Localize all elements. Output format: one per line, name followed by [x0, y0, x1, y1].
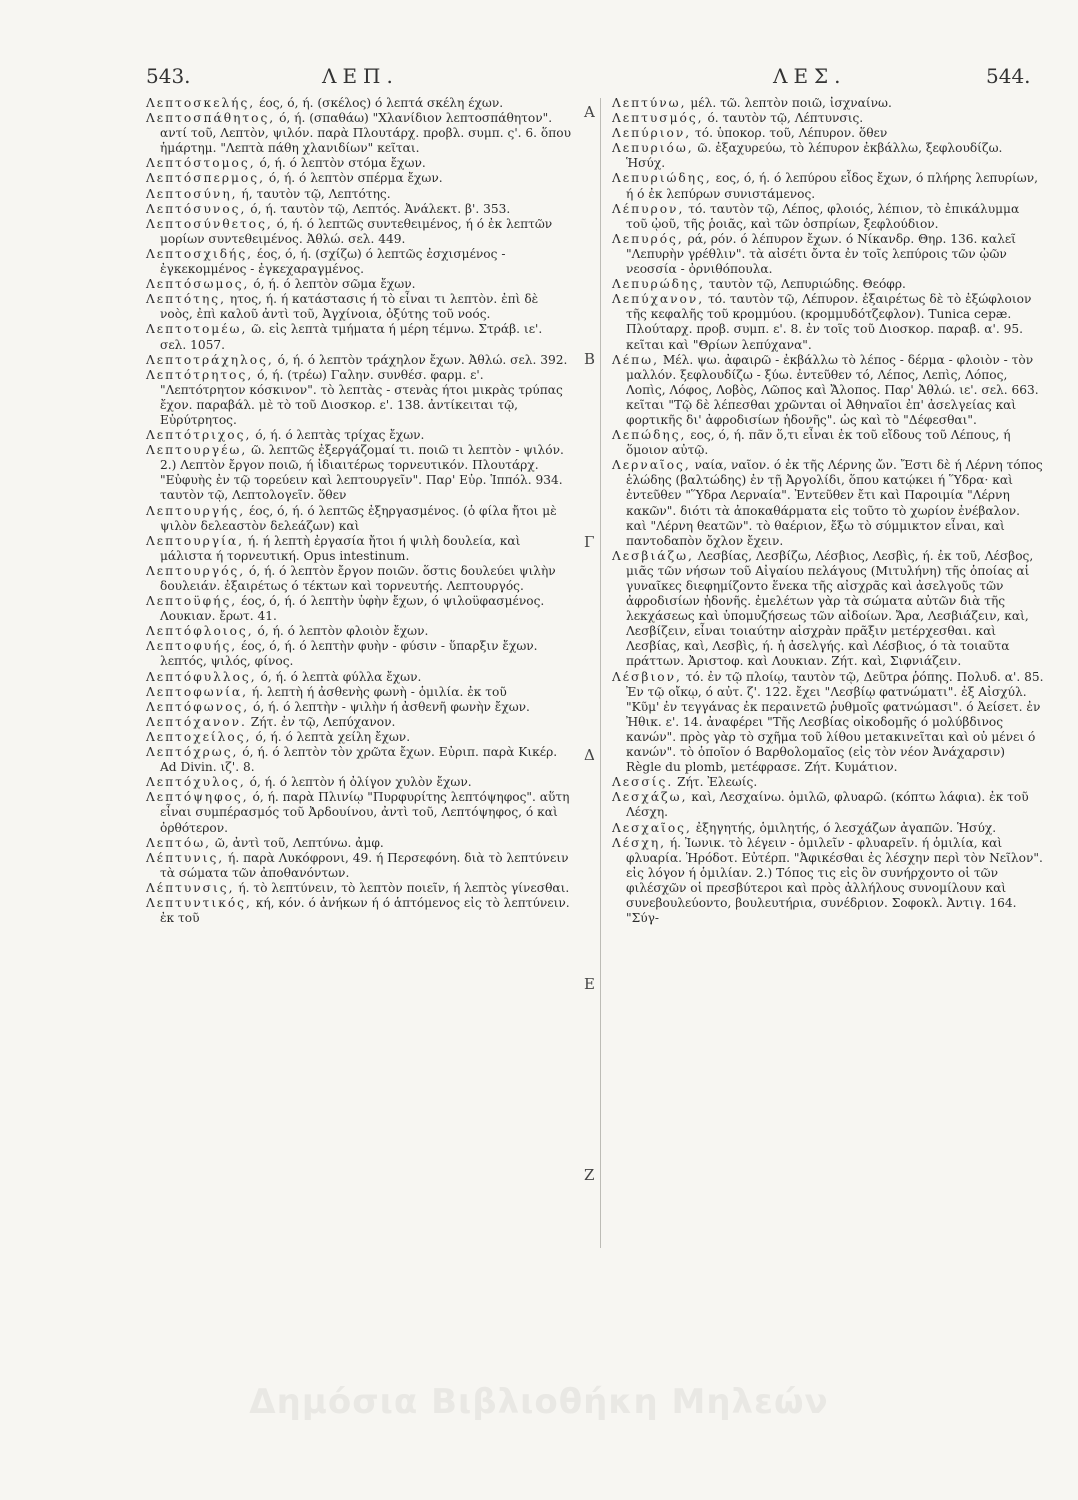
entry-headword: Λεπυρώδης, [612, 277, 705, 292]
dictionary-entry [612, 775, 1044, 790]
entry-definition: ό, ή. ό λεπτὸν σπέρμα ἔχων. [268, 171, 443, 186]
dictionary-entry [146, 202, 572, 217]
dictionary-entry [612, 111, 1044, 126]
entry-headword: Λεπτόφλοιος, [146, 624, 254, 639]
entry-definition: ῶ. λεπτῶς ἐξεργάζομαί τι. ποιῶ τι λεπτὸν - ψιλόν. 2.) Λεπτὸν ἔργον ποιῶ, ή ἰδιαιτέρως τορνευτικόν. Πλουτάρχ. "Εὐφυὴς ἐν τῷ τορεύειν καὶ λεπτουργεῖν". Παρ' Εὐρ. Ἱππόλ. 934. ταυτὸν τῷ, Λεπτολογεῖν. ὅθεν [160, 443, 564, 503]
entry-headword: Λεπύχανον, [612, 292, 705, 307]
dictionary-entry [612, 670, 1044, 776]
entry-definition: ταυτὸν τῷ, Λεπυριώδης. Θεόφρ. [708, 277, 906, 292]
entry-definition: ῶ. ἐξαχυρεύω, τὸ λέπυρον ἐκβάλλω, ξεφλουδίζω. Ἡσύχ. [626, 141, 1003, 171]
dictionary-entry [146, 353, 572, 368]
entry-definition: κή, κόν. ό ἀνήκων ή ό ἁπτόμενος εἰς τὸ λεπτύνειν. ἐκ τοῦ [160, 895, 570, 926]
entry-definition: ή. ή λεπτὴ ἐργασία ἤτοι ή ψιλὴ δουλεία, καὶ μάλιστα ή τορνευτική. Opus intestinum. [160, 533, 521, 563]
dictionary-entry [146, 428, 572, 443]
entry-definition: εος, ό, ή. πᾶν ὅ,τι εἶναι ἐκ τοῦ εἴδους τοῦ Λέπους, ή ὅμοιον αὐτῷ. [626, 428, 1011, 458]
right-running-head: ΛΕΣ. [773, 64, 847, 88]
margin-letter-a: A [584, 103, 595, 121]
entry-headword: Λεπτότρητος, [146, 367, 254, 382]
dictionary-entry [146, 715, 572, 730]
entry-headword: Λεπτόχανον. [146, 714, 247, 729]
dictionary-entry [146, 292, 572, 322]
entry-headword: Λεπτότης, [146, 292, 226, 307]
entry-headword: Λεπτυντικός, [146, 895, 252, 910]
entry-definition: ό, ή. ό λεπτὸν ἔργον ποιῶν. ὅστις δουλεύει ψιλὴν δουλειάν. ἐξαιρέτως ό τέκτων καὶ τορνευτής. Λεπτουργός. [160, 563, 556, 593]
entry-headword: Λεπτύνω, [612, 96, 687, 110]
entry-definition: έος, ό, ή. ό λεπτῶς ἐξηργασμένος. (ὁ φίλα ἤτοι μὲ ψιλὸν δελεαστὸν δελεάζων) καὶ [160, 503, 557, 533]
dictionary-entry [612, 232, 1044, 277]
dictionary-entry [146, 700, 572, 715]
dictionary-entry [146, 896, 572, 926]
entry-definition: ναία, ναῖον. ό ἐκ τῆς Λέρνης ὤν. Ἔστι δὲ ή Λέρνη τόπος ἑλώδης (βαλτώδης) ἐν τῇ Ἀργολίδι, ὅπου κατῴκει ή Ὕδρα· καὶ ἐντεῦθεν "Ὕδρα Λερναία". Ἐντεῦθεν ἔτι καὶ Παροιμία "Λέρνη κακῶν". διότι τὰ ἀποκαθάρματα εἰς τοῦτο τὸ χωρίον ἐνέβαλον. καὶ "Λέρνη θεατῶν". τὸ θαέριον, ἔξω τὸ σύμμικτον εἶναι, καὶ παντοδαπὸν ὄχλον ἔχειν. [626, 458, 1043, 548]
dictionary-entry [612, 428, 1044, 458]
entry-headword: Λεπτόσπερμος, [146, 171, 265, 186]
entry-definition: ό, ή. ό λεπτὰ χείλη ἔχων. [255, 729, 411, 744]
margin-letter-delta: Δ [584, 746, 595, 764]
margin-letter-z: Z [584, 1166, 595, 1184]
entry-headword: Λέπω, [612, 352, 659, 367]
entry-headword: Λεπτοσύνη, [146, 186, 238, 201]
entry-definition: έος, ό, ή. (σκέλος) ό λεπτά σκέλη έχων. [259, 96, 504, 110]
entry-definition: ό, ή. ό λεπτὸν σῶμα ἔχων. [253, 277, 416, 292]
entry-definition: τό. ὑποκορ. τοῦ, Λέπυρον. ὅθεν [694, 126, 888, 141]
entry-headword: Λεπτουργέω, [146, 443, 248, 458]
dictionary-entry [612, 96, 1044, 111]
entry-definition: ή. τὸ λεπτύνειν, τὸ λεπτὸν ποιεῖν, ή λεπτὸς γίνεσθαι. [238, 880, 570, 895]
entry-headword: Λεσβιάζω, [612, 548, 694, 563]
entry-headword: Λεπτουργία, [146, 533, 244, 548]
entry-definition: μέλ. τῶ. λεπτὸν ποιῶ, ἰσχναίνω. [690, 96, 892, 110]
dictionary-entry [612, 292, 1044, 352]
entry-definition: ό, ή. (σπαθάω) "Χλανίδιον λεπτοσπάθητον". αντί τοῦ, Λεπτὸν, ψιλόν. παρὰ Πλουτάρχ. προβλ. συμπ. ς'. 6. ὅπου ἡμάρτημ. "Λεπτὰ πάθη χλανιδίων" κεῖται. [160, 111, 572, 156]
dictionary-entry [612, 171, 1044, 201]
entry-headword: Λεπτοσκελής, [146, 96, 256, 110]
entry-headword: Λεπτόστομος, [146, 156, 256, 171]
entry-definition: ό, ή. ό λεπτὴν - ψιλὴν ή ἀσθενῆ φωνὴν ἔχων. [253, 699, 530, 714]
entry-definition: ῶ, ἀντὶ τοῦ, Λεπτύνω. ἀμφ. [214, 835, 384, 850]
entry-headword: Λεσχαῖος, [612, 820, 692, 835]
entry-headword: Λεπώδης, [612, 428, 687, 443]
entry-definition: εος, ό, ή. ό λεπύρου εἶδος ἔχων, ό πλήρης λεπυρίων, ή ό ἐκ λεπύρων συνιστάμενος. [626, 171, 1038, 201]
dictionary-entry [612, 458, 1044, 549]
dictionary-entry [146, 156, 572, 171]
entry-headword: Λεπτοφυής, [146, 639, 238, 654]
dictionary-entry [146, 171, 572, 186]
entry-headword: Λεπτοχείλος, [146, 729, 252, 744]
entry-headword: Λεπτόφωνος, [146, 699, 250, 714]
entry-definition: Λεσβίας, Λεσβίζω, Λέσβιος, Λεσβὶς, ή. ἐκ τοῦ, Λέσβος, μιᾶς τῶν νήσων τοῦ Αἰγαίου πελάγους (Μιτυλήνη) τῆς ὁποίας αἱ γυναῖκες διεφημίζοντο ἕνεκα τῆς αἰσχρᾶς καὶ ἀσελγοῦς τῶν ἀφροδισίων ἡδονῆς. ἐμελέτων γὰρ τὰ σώματα αὐτῶν διὰ τῆς λεκχάσεως καὶ ὑπομυζήσεως τῶν αἰδοίων. Ἄρα, Λεσβιάζειν, καὶ, Λεσβίζειν, εἶναι τοιαύτην αἰσχρὰν πρᾶξιν μετέρχεσθαι. καὶ Λεσβίας, καὶ, Λεσβὶς, ή. ἡ ἀσελγής. καὶ Λέσβιος, ό τὰ τοιαῦτα πράττων. Ἀριστοφ. καὶ Λουκιαν. Ζήτ. καὶ, Σιφνιάζειν. [626, 548, 1034, 669]
entry-headword: Λερναῖος, [612, 458, 691, 473]
entry-headword: Λεπτοφωνία, [146, 684, 248, 699]
dictionary-entry [146, 217, 572, 247]
margin-letter-b: B [584, 350, 596, 368]
dictionary-entry [146, 111, 572, 156]
right-column-entries [612, 96, 1044, 926]
entry-headword: Λεπτυσμός, [612, 111, 704, 126]
column-divider [600, 98, 601, 1248]
entry-definition: καὶ, Λεσχαίνω. ὁμιλῶ, φλυαρῶ. (κόπτω λάφια). ἐκ τοῦ Λέσχη. [626, 790, 1029, 820]
entry-definition: έος, ό, ή. (σχίζω) ό λεπτῶς ἐσχισμένος - ἐγκεκομμένος - ἐγκεχαραγμένος. [160, 246, 506, 277]
dictionary-entry [146, 790, 572, 835]
entry-headword: Λεπτόω, [146, 835, 212, 850]
dictionary-entry [146, 624, 572, 639]
dictionary-entry [612, 353, 1044, 428]
entry-headword: Λεπτοτράχηλος, [146, 352, 274, 367]
entry-headword: Λεπτουργός, [146, 563, 246, 578]
entry-definition: ό. ταυτὸν τῷ, Λέπτυνσις. [707, 111, 864, 126]
right-page-number: 544. [986, 64, 1031, 88]
entry-headword: Λεπτουργής, [146, 503, 246, 518]
library-watermark: Δημόσια Βιβλιοθήκη Μηλεών [249, 1382, 829, 1422]
entry-headword: Λεπυριόω, [612, 141, 694, 156]
entry-definition: τό. ταυτὸν τῷ, Λέπος, φλοιός, λέπιον, τὸ ἐπικάλυμμα τοῦ ᾠοῦ, τῆς ῥοιᾶς, καὶ τῶν ὀσπρίων, ξεφλούδιον. [626, 201, 1020, 231]
entry-definition: ρά, ρόν. ό λέπυρον ἔχων. ό Νίκανδρ. Θηρ. 136. καλεῖ "Λεπυρὴν γρέθλιν". τὰ αἰσέτι ὄντα ἐν τοῖς λεπύροις τῶν ᾠῶν νεοσσία - ὀρνιθόπουλα. [626, 231, 1016, 277]
dictionary-entry [146, 836, 572, 851]
dictionary-entry [612, 277, 1044, 292]
dictionary-entry [146, 730, 572, 745]
dictionary-entry [146, 368, 572, 428]
entry-headword: Λέπτυνσις, [146, 880, 235, 895]
entry-definition: ό, ή. παρὰ Πλινίῳ "Πυρφυρίτης λεπτόψηφος". αὕτη εἶναι συμπέρασμός τοῦ Ἀρδουίνου, ἀντὶ τοῦ, Λεπτόψηφος, ό καὶ ὀρθότερον. [160, 790, 570, 835]
entry-headword: Λεσχάζω, [612, 790, 688, 805]
dictionary-entry [146, 881, 572, 896]
entry-definition: ή. λεπτὴ ή ἀσθενὴς φωνὴ - ὁμιλία. ἐκ τοῦ [251, 684, 507, 699]
dictionary-entry [612, 202, 1044, 232]
dictionary-entry [612, 549, 1044, 670]
entry-headword: Λεπτόσωμος, [146, 277, 250, 292]
dictionary-entry [146, 670, 572, 685]
margin-letter-gamma: Γ [584, 533, 595, 551]
left-running-head: ΛΕΠ. [322, 64, 399, 88]
entry-headword: Λεπτότριχος, [146, 428, 252, 443]
entry-definition: ητος, ή. ή κατάστασις ή τὸ εἶναι τι λεπτὸν. ἐπὶ δὲ νοὸς, ἐπὶ καλοῦ ἀντὶ τοῦ, Ἀγχίνοια, ὀξύτης τοῦ νοός. [160, 292, 539, 322]
entry-headword: Λεπτοσχιδής, [146, 246, 254, 261]
entry-headword: Λεπυρός, [612, 231, 684, 246]
entry-definition: ό, ή. (τρέω) Γαλην. συνθέσ. φαρμ. ε'. "Λεπτότρητον κόσκινον". τὸ λεπτὰς - στενὰς ήτοι μικρὰς τρύπας ἔχον. παραβάλ. μὲ τὸ τοῦ Διοσκορ. ε'. 138. ἀντίκειται τῷ, Εὐρύτρητος. [160, 367, 563, 427]
entry-headword: Λεπτοϋφής, [146, 594, 238, 609]
entry-definition: Μέλ. ψω. ἀφαιρῶ - ἐκβάλλω τὸ λέπος - δέρμα - φλοιὸν - τὸν μαλλόν. ξεφλουδίζω - ξύω. ἐντεῦθεν τό, Λέπος, Λεπὶς, Λόπος, Λοπὶς, Λόφος, Λοβὸς, Λῶπος καὶ Ἄλοπος. Παρ' Ἀθλώ. ιε'. σελ. 663. κεῖται "Τῷ δὲ λέπεσθαι χρῶνται οἱ Ἀθηναῖοι ἐπ' ἀσελγείας καὶ φορτικῆς δι' ἀφροδισίων ἡδονῆς". ὡς καὶ τὸ "Δέφεσθαι". [626, 352, 1039, 427]
entry-definition: ό, ή. ό λεπτὰς τρίχας ἔχων. [255, 428, 425, 443]
dictionary-entry [146, 564, 572, 594]
entry-headword: Λέσβιον, [612, 669, 682, 684]
entry-definition: ό, ή. ταυτὸν τῷ, Λεπτός. Ἀνάλεκτ. β'. 353. [250, 201, 511, 216]
entry-definition: τό. ἐν τῷ πλοίῳ, ταυτὸν τῷ, Δεῦτρα ῥόπης. Πολυδ. α'. 85. Ἐν τῷ οἴκῳ, ό αὐτ. ζ'. 122. ἔχει "Λεσβίῳ φατνώματι". ἐξ Αἰσχύλ. "Κῦμ' ἐν τεγγάνας ἐκ περαινετῶ ῥυθμοῖς φατνώμασι". ό Ἀείσετ. ἐν Ἠθικ. ε'. 14. ἀναφέρει "Τῆς Λεσβίας οἰκοδομῆς ό μολύβδινος κανών". πρὸς γὰρ τὸ σχῆμα τοῦ λίθου μετακινεῖται καὶ οὐ μένει ό κανών". τὸ ὁποῖον ό Βαρθολομαῖος (εἰς τὸν νέον Ἀνάχαρσιν) Règle du plomb, μετέφρασε. Ζήτ. Κυμάτιον. [626, 669, 1044, 775]
entry-headword: Λεπτόσυνος, [146, 201, 247, 216]
entry-definition: ῶ. εἰς λεπτὰ τμήματα ή μέρη τέμνω. Στράβ. ιε'. σελ. 1057. [160, 322, 543, 352]
dictionary-entry [146, 685, 572, 700]
entry-definition: ό, ή. ό λεπτῶς συντεθειμένος, ή ό ἐκ λεπτῶν μορίων συντεθειμένος. Ἀθλώ. σελ. 449. [160, 216, 553, 246]
entry-headword: Λεπυριώδης, [612, 171, 712, 186]
entry-definition: ή. παρὰ Λυκόφρονι, 49. ή Περσεφόνη. διὰ τὸ λεπτύνειν τὰ σώματα τῶν ἀποθανόντων. [160, 850, 569, 880]
entry-headword: Λέσχη, [612, 835, 666, 850]
dictionary-entry [612, 790, 1044, 820]
entry-definition: ό, ή. ό λεπτὸν στόμα ἔχων. [259, 156, 426, 171]
left-column-entries [146, 96, 572, 926]
entry-headword: Λεπτόφυλλος, [146, 669, 257, 684]
entry-headword: Λεπτοσπάθητος, [146, 111, 276, 126]
entry-definition: ό, ή. ό λεπτὰ φύλλα ἔχων. [260, 669, 422, 684]
left-page-number: 543. [146, 64, 191, 88]
entry-definition: ἐξηγητής, ὁμιλητής, ό λεσχάζων ἀγαπῶν. Ἡσύχ. [695, 820, 997, 835]
dictionary-entry [146, 443, 572, 503]
entry-headword: Λέπυρον, [612, 201, 685, 216]
entry-headword: Λεπτόχυλος, [146, 775, 246, 790]
entry-headword: Λεπτοσύνθετος, [146, 216, 273, 231]
dictionary-entry [146, 247, 572, 277]
dictionary-entry [146, 639, 572, 669]
entry-definition: ή. Ἰωνικ. τὸ λέγειν - ὁμιλεῖν - φλυαρεῖν. ή ὁμιλία, καὶ φλυαρία. Ἡρόδοτ. Εὐτέρπ. "Ἀφικέσθαι ἐς λέσχην περὶ τὸν Νεῖλον". εἰς λόγον ή ὁμιλίαν. 2.) Τόπος τις εἰς ὃν συνήρχοντο οἱ τῶν φιλέσχῶν οἱ πρεσβύτεροι καὶ πρὸς ἀλλήλους συνομίλουν καὶ συνεβουλεύοντο, βουλευτήρια, συνέδριον. Σοφοκλ. Ἀντιγ. 164. "Σύγ- [626, 835, 1043, 926]
dictionary-entry [146, 96, 572, 111]
dictionary-entry [612, 821, 1044, 836]
dictionary-entry [146, 322, 572, 352]
dictionary-entry [612, 141, 1044, 171]
dictionary-entry [146, 851, 572, 881]
entry-definition: ό, ή. ό λεπτὸν φλοιὸν ἔχων. [257, 624, 429, 639]
entry-definition: ό, ή. ό λεπτὸν ή ὀλίγον χυλὸν ἔχων. [249, 775, 472, 790]
entry-definition: ό, ή. ό λεπτὸν τράχηλον ἔχων. Ἀθλώ. σελ. 392. [277, 352, 568, 367]
dictionary-entry [612, 836, 1044, 927]
entry-definition: έος, ό, ή. ό λεπτὴν φυὴν - φύσιν - ὕπαρξιν ἔχων. λεπτός, ψιλός, φίνος. [160, 639, 538, 669]
margin-letter-e: E [584, 975, 595, 993]
entry-headword: Λεσσίς. [612, 775, 674, 790]
dictionary-entry [146, 745, 572, 775]
entry-definition: ό, ή. ό λεπτὸν τὸν χρῶτα ἔχων. Εὐριπ. παρὰ Κικέρ. Ad Divin. ιζ'. 8. [160, 745, 558, 775]
entry-headword: Λεπτοτομέω, [146, 322, 248, 337]
dictionary-entry [146, 534, 572, 564]
entry-headword: Λεπτόψηφος, [146, 790, 249, 805]
dictionary-entry [146, 775, 572, 790]
entry-headword: Λεπτόχρως, [146, 745, 239, 760]
dictionary-entry [146, 277, 572, 292]
entry-definition: Ζήτ. Ἐλεωίς. [677, 775, 758, 790]
entry-headword: Λέπτυνις, [146, 850, 225, 865]
entry-headword: Λεπύριον, [612, 126, 692, 141]
dictionary-entry [146, 504, 572, 534]
dictionary-entry [612, 126, 1044, 141]
entry-definition: τό. ταυτὸν τῷ, Λέπυρον. ἐξαιρέτως δὲ τὸ ἐξώφλοιον τῆς κεφαλῆς τοῦ κρομμύου. (κρομμυδότζεφλον). Tunica cepæ. Πλούταρχ. προβ. συμπ. ε'. 8. ἐν τοῖς τοῦ Διοσκορ. παραβ. α'. 95. κεῖται καὶ "Θρίων λεπύχανα". [626, 292, 1032, 352]
entry-definition: έος, ό, ή. ό λεπτὴν ὑφὴν ἔχων, ό ψιλοϋφασμένος. Λουκιαν. ἔρωτ. 41. [160, 594, 545, 624]
dictionary-entry [146, 594, 572, 624]
entry-definition: ή, ταυτὸν τῷ, Λεπτότης. [241, 186, 391, 201]
dictionary-entry [146, 187, 572, 202]
entry-definition: Ζήτ. ἐν τῷ, Λεπύχανον. [250, 714, 396, 729]
